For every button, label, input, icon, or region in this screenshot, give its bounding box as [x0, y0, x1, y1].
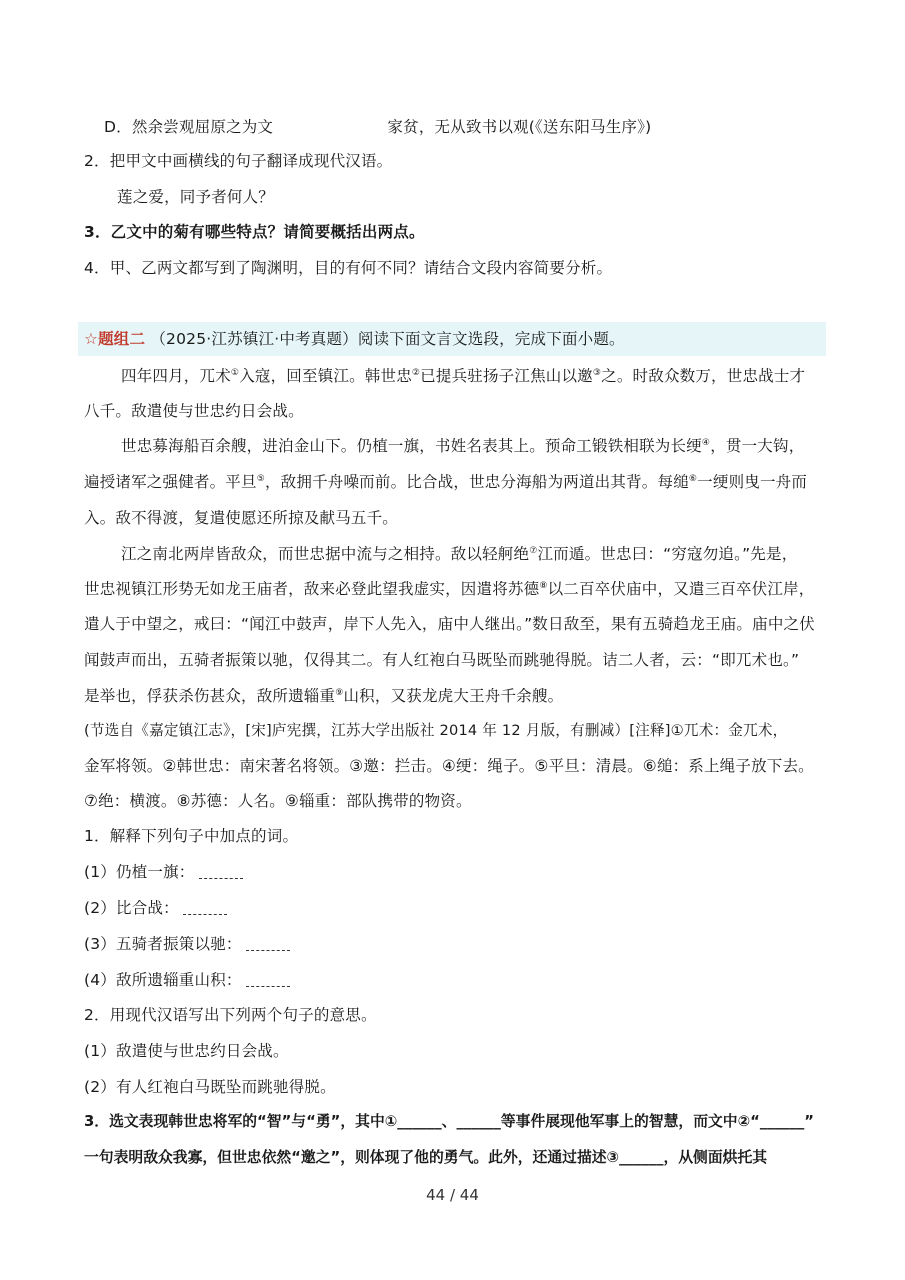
footnote-marker: ⑦	[529, 546, 538, 556]
question-group-title: ☆题组二	[84, 330, 146, 348]
text-span: 江而遁。世忠曰：“穷寇勿追。”先是，	[537, 545, 798, 563]
text-span: 遍授诸军之强健者。平旦	[84, 473, 257, 491]
answer-blank[interactable]	[246, 972, 290, 987]
question-2-item-1: (1）敌遣使与世忠约日会战。	[84, 1042, 289, 1060]
question-group-source: （2025·江苏镇江·中考真题）阅读下面文言文选段，完成下面小题。	[150, 330, 625, 348]
option-d-left: D．然余尝观屈原之为文	[104, 118, 274, 136]
text-span: 江之南北两岸皆敌众，而世忠据中流与之相持。敌以轻舸绝	[121, 545, 530, 563]
item-text: (4）敌所遗辎重山积：	[84, 971, 242, 989]
passage-p1-line1	[121, 366, 861, 386]
question-2-item-2: (2）有人红袍白马既坠而跳驰得脱。	[84, 1078, 336, 1096]
passage-p3-line2	[84, 579, 824, 599]
page-number: 44 / 44	[426, 1186, 479, 1204]
footnote-marker: ①	[230, 368, 240, 378]
option-d	[104, 117, 844, 137]
passage-p1-line2: 八千。敌遣使与世忠约日会战。	[84, 402, 304, 420]
passage-p3-line5	[84, 686, 824, 706]
prev-question-3: 3．乙文中的菊有哪些特点？请简要概括出两点。	[84, 223, 425, 241]
text-span: 是举也，俘获杀伤甚众，敌所遗辎重	[84, 687, 336, 705]
question-1-item-1	[84, 862, 824, 882]
footnote-marker: ②	[411, 368, 421, 378]
prev-question-2: 2．把甲文中画横线的句子翻译成现代汉语。	[84, 152, 393, 170]
question-1-item-2	[84, 898, 824, 918]
passage-p3-line4: 闻鼓声而出，五骑者振策以驰，仅得其二。有人红袍白马既坠而跳驰得脱。诘二人者，云：“即兀术也。”	[84, 651, 800, 669]
passage-p2-line1	[121, 436, 861, 456]
footnote-marker: ⑥	[688, 474, 698, 484]
text-span: 已提兵驻扬子江焦山以邀	[420, 367, 593, 385]
text-span: 世忠募海船百余艘，进泊金山下。仍植一旗，书姓名表其上。预命工锻铁相联为长绠	[121, 437, 702, 455]
passage-p3-line1	[121, 544, 861, 564]
text-span: 入寇，回至镇江。韩世忠	[239, 367, 412, 385]
option-d-right: 家贫，无从致书以观(《送东阳马生序》)	[387, 118, 652, 136]
source-notes-line1: (节选自《嘉定镇江志》，[宋]庐宪撰，江苏大学出版社 2014 年 12 月版，有删减）[注释]①兀术：金兀术，	[84, 722, 788, 739]
footnote-marker: ⑤	[256, 474, 265, 484]
question-3-line1: 3．选文表现韩世忠将军的“智”与“勇”，其中①______、______等事件展现他军事上的智慧，而文中②“______”	[84, 1113, 814, 1130]
source-notes-line3: ⑦绝：横渡。⑧苏德：人名。⑨辎重：部队携带的物资。	[84, 792, 472, 810]
passage-p2-line2	[84, 472, 824, 492]
text-span: 以二百卒伏庙中，又遣三百卒伏江岸，	[547, 580, 815, 598]
footnote-marker: ⑧	[539, 581, 548, 591]
text-span: 山积，又获龙虎大王舟千余艘。	[343, 687, 564, 705]
answer-blank[interactable]	[183, 900, 227, 915]
text-span: 世忠视镇江形势无如龙王庙者，敌来必登此望我虚实，因遣将苏德	[84, 580, 540, 598]
prev-question-2-sentence: 莲之爱，同予者何人？	[117, 188, 275, 206]
source-notes-line2: 金军将领。②韩世忠：南宋著名将领。③邀：拦击。④绠：绳子。⑤平旦：清晨。⑥缒：系上绳子放下去。	[84, 757, 814, 775]
question-1: 1．解释下列句子中加点的词。	[84, 827, 299, 845]
footnote-marker: ⑨	[335, 688, 344, 698]
answer-blank[interactable]	[199, 864, 243, 879]
question-1-item-3	[84, 934, 824, 954]
answer-blank[interactable]	[246, 936, 290, 951]
passage-p3-line3: 遣人于中望之，戒曰：“闻江中鼓声，岸下人先入，庙中人继出。”数日敌至，果有五骑趋龙王庙。庙中之伏	[84, 615, 815, 633]
question-1-item-4	[84, 970, 824, 990]
footnote-marker: ③	[592, 368, 602, 378]
question-group-header	[84, 329, 824, 349]
item-text: (1）仍植一旗：	[84, 863, 195, 881]
question-3-line2: 一句表明敌众我寡，但世忠依然“邀之”，则体现了他的勇气。此外，还通过描述③______，从侧面烘托其	[84, 1149, 768, 1166]
text-span: 四年四月，兀术	[121, 367, 231, 385]
passage-p2-line3: 入。敌不得渡，复遣使愿还所掠及献马五千。	[84, 509, 399, 527]
footnote-marker: ④	[701, 438, 711, 448]
question-2: 2．用现代汉语写出下列两个句子的意思。	[84, 1006, 377, 1024]
text-span: ，敌拥千舟噪而前。比合战，世忠分海船为两道出其背。每缒	[264, 473, 689, 491]
item-text: (3）五骑者振策以驰：	[84, 935, 242, 953]
text-span: ，贯一大钩，	[710, 437, 805, 455]
item-text: (2）比合战：	[84, 899, 179, 917]
prev-question-4: 4．甲、乙两文都写到了陶渊明，目的有何不同？请结合文段内容简要分析。	[84, 259, 613, 277]
text-span: 之。时敌众数万，世忠战士才	[601, 367, 806, 385]
text-span: 一绠则曳一舟而	[697, 473, 808, 491]
